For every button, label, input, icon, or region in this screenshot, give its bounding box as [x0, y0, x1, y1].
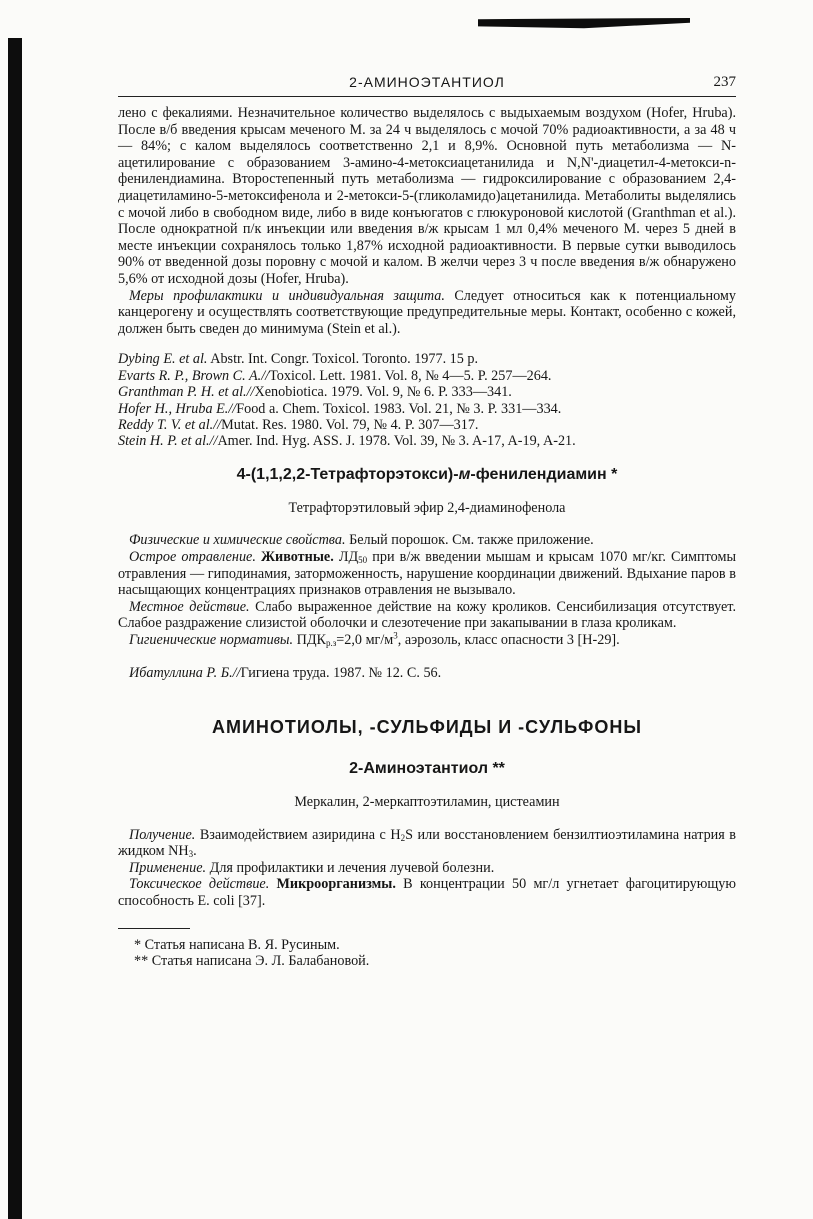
section-title: АМИНОТИОЛЫ, -СУЛЬФИДЫ И -СУЛЬФОНЫ	[211, 717, 642, 738]
hygienic-standards: Гигиенические нормативы. $ПДК_{р.з}=2,0$ $мг/м^3$, аэрозоль, класс опасности 3 [Н-29].	[129, 630, 620, 648]
reference-item: Hofer H., Hruba E.//Food a. Chem. Toxicol. 1983. Vol. 21, № 3. P. 331—334.	[118, 400, 562, 417]
toxic-action: Токсическое действие. Микроорганизмы. В концентрации 50 мг/л угнетает фагоцитирующую способность E. coli [37].	[118, 876, 736, 910]
compound-title: 4-(1,1,2,2-Тетрафторэтокси)-м-фенилендиамин *	[236, 465, 618, 483]
page-body	[118, 74, 736, 970]
references-list	[118, 351, 736, 449]
physical-properties: Физические и химические свойства. Белый порошок. См. также приложение.	[129, 532, 594, 549]
prophylaxis-paragraph	[118, 288, 736, 338]
page-header	[118, 74, 736, 97]
preparation: Получение. Взаимодействием азиридина с $H_2S$ или восстановлением бензилтиоэтиламина натрия в жидком $NH_3$.	[118, 826, 736, 860]
page-number: 237	[713, 74, 736, 90]
compound-synonym: Тетрафторэтиловый эфир 2,4-диаминофенола	[288, 499, 566, 516]
reference-item: Reddy T. V. et al.//Mutat. Res. 1980. Vol. 79, № 4. P. 307—317.	[118, 416, 479, 433]
reference-item: Evarts R. P., Brown C. A.//Toxicol. Lett. 1981. Vol. 8, № 4—5. P. 257—264.	[118, 367, 552, 384]
intro-paragraph: лено с фекалиями. Незначительное количество выделялось с выдыхаемым воздухом (Hofer, Hruba). После в/б введения крысам меченого М. за 24 ч выделялось с мочой 70% радиоактивности, а за 48 ч — 84%; с калом выделялось соответственно 2,1 и 8,9%. Основной путь метаболизма — N-ацетилирование с образованием 3-амино-4-метоксиацетанилида и N,N'-диацетил-4-метокси-n-фенилендиамина. Второстепенный путь метаболизма — гидроксилирование с образованием 2,4-диацетиламино-5-метоксифенола и 2-метокси-5-(гликоламидо)ацетанилида. Метаболиты выделялись с мочой либо в свободном виде, либо в виде конъюгатов с глюкуроновой кислотой (Granthman et al.). После однократной п/к инъекции или введения в/ж крысам 1 мл 0,4% меченого М. через 5 дней в месте инъекции сохранялось только 1,87% исходной радиоактивности. В первые сутки выводилось 90% от введенной дозы поровну с мочой и калом. В желчи через 3 ч после введения в/ж обнаружено 5,6% от исходной дозы (Hofer, Hruba).	[118, 105, 736, 287]
prophylaxis-label: Меры профилактики и индивидуальная защита.	[129, 287, 445, 304]
prophylaxis-text: Следует относиться как к потенциальному канцерогену и осуществлять соответствующие предупредительные меры. Контакт, особенно с кожей, должен быть сведен до минимума (Stein et al.).	[118, 287, 736, 337]
scan-mark-top	[478, 18, 690, 30]
reference-item: Dybing E. et al. Abstr. Int. Congr. Toxicol. Toronto. 1977. 15 p.	[118, 351, 479, 368]
reference-item: Granthman P. H. et al.//Xenobiotica. 1979. Vol. 9, № 6. P. 333—341.	[118, 384, 512, 401]
acute-poisoning: Острое отравление. Животные. $ЛД_{50}$ при в/ж введении мышам и крысам 1070 мг/кг. Симптомы отравления — гиподинамия, заторможенность, нарушение координации движений. Вдыхание паров в насыщающих концентрациях признаков отравления не вызывало.	[118, 548, 736, 599]
local-action: Местное действие. Слабо выраженное действие на кожу кроликов. Сенсибилизация отсутствует. Слабое раздражение слизистой оболочки и слезотечение при закапывании в глаза кроликам.	[118, 598, 736, 632]
running-title: 2-АМИНОЭТАНТИОЛ	[349, 74, 505, 90]
footnote: ** Статья написана Э. Л. Балабановой.	[134, 953, 370, 970]
application: Применение. Для профилактики и лечения лучевой болезни.	[129, 859, 495, 876]
scan-edge-left	[8, 38, 22, 1219]
footnote: * Статья написана В. Я. Русиным.	[134, 936, 340, 953]
compound-reference: Ибатуллина Р. Б.//Гигиена труда. 1987. № 12. С. 56.	[129, 664, 442, 681]
reference-item: Stein H. P. et al.//Amer. Ind. Hyg. ASS. J. 1978. Vol. 39, № 3. A-17, A-19, A-21.	[118, 433, 576, 450]
compound2-synonyms: Меркалин, 2-меркаптоэтиламин, цистеамин	[294, 794, 560, 811]
compound2-title: 2-Аминоэтантиол **	[349, 760, 505, 778]
footnote-divider	[118, 928, 190, 929]
